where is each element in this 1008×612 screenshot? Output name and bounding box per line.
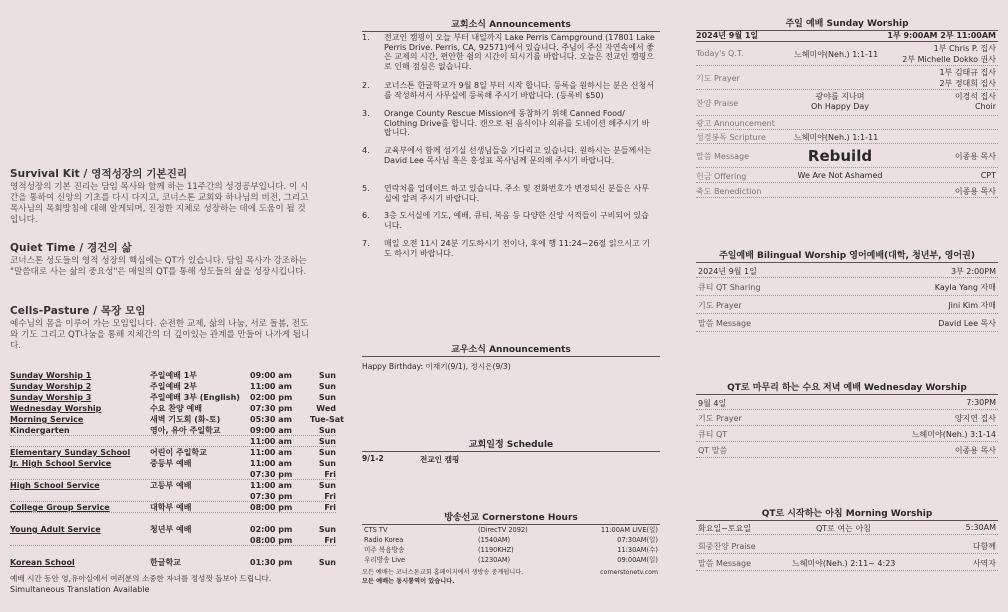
morning-section (696, 506, 998, 521)
worship-item: We Are Not Ashamed (797, 171, 883, 180)
service-name-korean: 주일예배 3부 (English) (150, 393, 240, 402)
service-name: Sunday Worship 2 (10, 382, 92, 391)
worship-leader: 1부 김태규 집사 (939, 68, 996, 77)
schedule-row (10, 371, 336, 381)
worship-item-2: Oh Happy Day (810, 102, 870, 111)
worship-leader: 1부 Chris P. 집사 (933, 44, 996, 53)
broadcast-station: CTS TV (364, 526, 388, 534)
worship-label: 큐티 QT Sharing (698, 283, 761, 292)
worship-row (696, 426, 998, 442)
worship-label: Today's Q.T. (696, 49, 744, 58)
intro-quiet-time (10, 240, 310, 278)
worship-leader: 사역자 (972, 559, 996, 568)
intro-cells-pasture (10, 303, 310, 352)
schedule-row (10, 404, 336, 414)
worship-label: 기도 Prayer (696, 74, 740, 83)
announcement-number: 5. (362, 184, 370, 193)
schedule-event: 전교인 캠핑 (420, 455, 460, 464)
morning-subtitle: QT로 여는 아침 (816, 524, 871, 533)
service-name: Wednesday Worship (10, 404, 102, 413)
worship-leader-2: 2부 Michelle Dokko 권사 (902, 55, 996, 64)
column-right (696, 0, 998, 612)
service-name: High School Service (10, 481, 100, 490)
service-name-korean: 청년부 예배 (150, 525, 192, 534)
service-name-korean: 중등부 예배 (150, 459, 192, 468)
worship-leader: 양지연 집사 (954, 414, 996, 423)
sunday-worship-title: 주일 예배 Sunday Worship (696, 16, 998, 31)
worship-item: 느헤미야(Neh.) 1:1-11 (794, 50, 879, 59)
service-name-korean: 고등부 예배 (150, 481, 192, 490)
announcements-title: 교회소식 Announcements (362, 17, 660, 32)
service-name: Korean School (10, 558, 75, 567)
schedule-row (10, 503, 336, 513)
service-day: Sun (318, 459, 336, 468)
service-day: Sun (318, 426, 336, 435)
announcement-number: 6. (362, 211, 370, 220)
service-day: Tue-Sat (310, 415, 345, 424)
worship-item: 느헤미야(Neh.) 1:1-11 (794, 133, 879, 142)
broadcast-site: cornerstonetv.com (600, 569, 658, 576)
worship-leader: 이종용 목사 (954, 152, 996, 161)
worship-row (696, 66, 998, 90)
schedule-row (10, 525, 336, 535)
service-day: Sun (318, 382, 336, 391)
schedule-row (10, 437, 336, 447)
worship-row (696, 442, 998, 458)
service-day: Sun (318, 371, 336, 380)
announcement-text: 매일 오전 11시 24분 기도하시기 전이나, 후에 행 11:24~26절 읽으시고 기도 하시기 바랍니다. (384, 239, 651, 258)
announcement-text: 교육부에서 함께 섬기실 선생님들을 기다리고 있습니다. 원하시는 분들께서는 David Lee 목사님 혹은 홍성표 목사님께 문의해 주시기 바랍니다. (384, 146, 652, 165)
worship-label: 말씀 Message (698, 319, 752, 328)
worship-row (696, 314, 998, 332)
worship-row (696, 554, 998, 571)
service-day: Sun (318, 525, 336, 534)
intro-body: 코너스톤 성도들의 영적 성장의 핵심에는 QT가 있습니다. 담임 목사가 강조하는 "말씀대로 사는 삶의 중요성"은 매일의 QT를 통해 성도들의 삶을 성장시킵니다. (10, 256, 307, 277)
service-name-korean: 한글학교 (150, 558, 181, 567)
intro-heading: Quiet Time / 경건의 삶 (10, 242, 132, 254)
broadcast-notes (362, 568, 660, 586)
broadcast-channel: (1230AM) (478, 556, 511, 564)
worship-label: 기도 Prayer (698, 301, 742, 310)
worship-label: 성경봉독 Scripture (696, 133, 766, 142)
service-name: Sunday Worship 1 (10, 371, 92, 380)
worship-label: 광고 Announcement (696, 119, 775, 128)
announcement-text: Orange County Rescue Mission에 동참하기 위해 Canned Food/ Clothing Drive를 합니다. 캔으로 된 음식이나 의류를 도네이션 해주시기 바랍니다. (384, 109, 650, 138)
worship-row (696, 42, 998, 66)
service-day: Sun (318, 393, 336, 402)
service-day: Sun (318, 437, 336, 446)
service-name: College Group Service (10, 503, 110, 512)
broadcast-time: 07:30AM(일) (617, 536, 658, 544)
morning-time: 5:30AM (965, 523, 996, 532)
bilingual-section (696, 248, 998, 263)
service-name: Young Adult Service (10, 525, 101, 534)
worship-label: 기도 Prayer (698, 414, 742, 423)
wednesday-date: 9월 4일 (698, 399, 727, 408)
service-day: Fri (324, 536, 336, 545)
worship-item: 느헤미야(Neh.) 2:11~ 4:23 (792, 559, 896, 568)
service-day: Fri (324, 492, 336, 501)
schedule-row (10, 536, 336, 546)
service-name-korean: 어린이 주일학교 (150, 448, 207, 457)
service-time: 07:30 pm (250, 404, 293, 413)
wednesday-time: 7:30PM (966, 398, 996, 407)
service-time: 08:00 pm (250, 536, 293, 545)
service-time: 05:30 am (250, 415, 292, 424)
service-time: 11:00 am (250, 382, 292, 391)
announcement-text: 전교인 캠핑이 오늘 부터 내일까지 Lake Perris Campground (17801 Lake Perris Drive. Perris, CA, 92571)에서 있습니다. 주님이 주신 자연속에서 좋은 교제의 시간, 편안한 쉼의 시간이 되시기를 바랍니다. 오늘은 전교인 캠핑으로 인해 점심은 없습니다. (384, 33, 655, 71)
broadcast-note-bold: 모든 예배는 동시통역이 있습니다. (362, 578, 455, 585)
broadcast-title: 방송선교 Cornerstone Hours (362, 510, 660, 525)
service-name-korean: 수요 찬양 예배 (150, 404, 202, 413)
worship-row (696, 278, 998, 296)
worship-leader: 이종용 목사 (954, 446, 996, 455)
broadcast-station: Radio Korea (364, 536, 404, 544)
worship-leader: 이종용 목사 (954, 187, 996, 196)
service-day: Wed (316, 404, 336, 413)
service-name-korean: 대학부 예배 (150, 503, 192, 512)
service-time: 11:00 am (250, 448, 292, 457)
bilingual-date: 2024년 9월 1일 (698, 267, 757, 276)
service-day: Sun (318, 558, 336, 567)
broadcast-row (362, 525, 660, 535)
morning-days: 화요일~토요일 (698, 524, 752, 533)
service-time: 11:00 am (250, 459, 292, 468)
worship-label: 찬양 Praise (696, 99, 739, 108)
service-name: Morning Service (10, 415, 84, 424)
broadcast-section (362, 510, 660, 525)
sunday-order (696, 42, 998, 218)
worship-leader: David Lee 목사 (938, 319, 996, 328)
nursery-note: 예배 시간 동안 영,유아실에서 여러분의 소중한 자녀를 정성껏 돌보아 드립니다. (10, 574, 272, 583)
service-day: Fri (324, 470, 336, 479)
worship-leader: Jini Kim 자매 (948, 301, 996, 310)
service-day: Fri (324, 503, 336, 512)
worship-label: 축도 Benediction (696, 187, 762, 196)
church-schedule-title: 교회일정 Schedule (362, 437, 660, 452)
service-name-korean: 주일예배 2부 (150, 382, 197, 391)
worship-row (696, 410, 998, 426)
morning-date-row (696, 521, 998, 535)
bilingual-title: 주일예배 Bilingual Worship 영어예배(대학, 청년부, 영어권) (696, 248, 998, 263)
intro-body: 예수님의 몸을 이루어 가는 모임입니다. 순전한 교제, 삶의 나눔, 서로 돌봄, 전도와 기도 그리고 QT나눔을 통해 지체간의 더 깊이있는 관계를 만들어 나가게 됩니다. (10, 319, 310, 351)
bilingual-order (696, 278, 998, 338)
worship-label: 말씀 Message (696, 152, 750, 161)
sunday-date: 2024년 9월 1일 (696, 31, 759, 40)
worship-leader: 다함께 (972, 542, 996, 551)
member-news-section (362, 342, 660, 372)
schedule-row (10, 426, 336, 436)
intro-body: 영적성장의 기본 진리는 담임 목사와 함께 하는 11주간의 성경공부입니다. 이 시간을 통하여 신앙의 기초를 다시 다지고, 코너스톤 교회와 하나님의 비전, 그리고 목사님의 목회방침에 대해 알게되며, 진정한 지체로 성장하는 데에 도움이 될 것입니다. (10, 182, 309, 225)
worship-row (696, 116, 998, 130)
worship-leader: 이경석 집사 (954, 92, 996, 101)
service-time: 07:30 pm (250, 470, 293, 479)
schedule-row (10, 393, 336, 403)
broadcast-note: 모든 예배는 코너스톤교회 홈페이지에서 생방송 중계됩니다. (362, 569, 524, 576)
service-time: 11:00 am (250, 481, 292, 490)
announcement-number: 1. (362, 33, 370, 42)
church-schedule-section (362, 437, 660, 466)
wednesday-order (696, 410, 998, 462)
worship-label: 말씀 Message (698, 559, 752, 568)
broadcast-row (362, 535, 660, 545)
member-news-title: 교우소식 Announcements (362, 342, 660, 357)
schedule-row (10, 415, 345, 425)
schedule-row (10, 492, 336, 502)
service-day: Sun (318, 448, 336, 457)
column-middle (362, 0, 660, 612)
broadcast-time: 11:00AM LIVE(일) (600, 526, 658, 534)
worship-item: 광야를 지나며 (815, 92, 865, 101)
broadcast-channel: (DirecTV 2092) (478, 526, 528, 534)
schedule-row (10, 481, 336, 491)
schedule-date: 9/1-2 (362, 454, 384, 463)
schedule-row (10, 382, 336, 392)
service-name: Jr. High School Service (10, 459, 112, 468)
worship-row (696, 144, 998, 168)
announcement-number: 2. (362, 81, 370, 90)
service-name: Sunday Worship 3 (10, 393, 92, 402)
sunday-services: 1부 9:00AM 2부 11:00AM (887, 31, 996, 40)
morning-order (696, 537, 998, 573)
announcement-text: 코너스톤 한글학교가 9월 8일 부터 시작 합니다. 등록을 원하시는 분은 신청서를 작성하셔서 사무실에 등록해 주시기 바랍니다. (등록비 $50) (384, 81, 654, 100)
broadcast-time: 11:30AM(수) (617, 546, 658, 554)
broadcast-station: 미주 복음방송 (364, 546, 405, 554)
member-news-text: Happy Birthday: 이재기(9/1), 정시은(9/3) (362, 362, 511, 371)
broadcast-row (362, 555, 660, 565)
announcement-text: 3층 도서실에 기도, 예배, 큐티, 복음 등 다양한 신앙 서적들이 구비되어 있습니다. (384, 211, 649, 230)
sermon-title: Rebuild (807, 147, 873, 165)
announcements-list (362, 33, 660, 273)
column-left (10, 0, 345, 612)
worship-leader-2: Choir (974, 102, 996, 111)
intro-heading: Survival Kit / 영적성장의 기본진리 (10, 168, 188, 180)
service-name-korean: 주일예배 1부 (150, 371, 197, 380)
schedule-row (10, 558, 336, 568)
service-time: 09:00 am (250, 426, 292, 435)
sunday-worship-section (696, 16, 998, 31)
morning-title: QT로 시작하는 아침 Morning Worship (696, 506, 998, 521)
wednesday-title: QT로 마무리 하는 수요 저녁 예배 Wednesday Worship (696, 380, 998, 395)
announcement-text: 연락처를 업데이트 하고 있습니다. 주소 및 전화번호가 변경되신 분들은 사무실에 알려 주시기 바랍니다. (384, 184, 649, 203)
worship-leader: 느헤미야(Neh.) 3:1-14 (911, 430, 996, 439)
announcements-section (362, 17, 660, 32)
schedule-row (10, 459, 336, 469)
worship-label: QT 말씀 (698, 446, 728, 455)
intro-survival-kit (10, 166, 310, 226)
schedule-row (10, 470, 336, 480)
bilingual-date-row (696, 264, 998, 278)
worship-leader: CPT (980, 171, 996, 180)
schedule-notes (10, 573, 340, 595)
announcement-number: 7. (362, 239, 370, 248)
announcement-number: 3. (362, 109, 370, 118)
service-schedule (10, 371, 345, 581)
worship-row (696, 130, 998, 144)
service-name: Kindergarten (10, 426, 70, 435)
worship-row (696, 537, 998, 554)
broadcast-channel: (1190KHZ) (478, 546, 514, 554)
intro-heading: Cells-Pasture / 목장 모임 (10, 305, 146, 317)
service-name-korean: 영아, 유아 주일학교 (150, 426, 221, 435)
broadcast-station: 우리방송 Live (364, 556, 406, 564)
broadcast-table (362, 525, 660, 569)
service-day: Sun (318, 481, 336, 490)
worship-row (696, 168, 998, 183)
sunday-date-row (696, 30, 998, 42)
worship-leader-2: 2부 정대희 집사 (939, 79, 996, 88)
announcement-number: 4. (362, 146, 370, 155)
service-time: 01:30 pm (250, 558, 293, 567)
worship-label: 헌금 Offering (696, 172, 747, 181)
broadcast-row (362, 545, 660, 555)
service-time: 02:00 pm (250, 525, 293, 534)
service-time: 11:00 am (250, 437, 292, 446)
schedule-row (10, 448, 336, 458)
bilingual-time: 3부 2:00PM (950, 267, 996, 276)
worship-label: 회중찬양 Praise (698, 542, 756, 551)
wednesday-date-row (696, 396, 998, 410)
translation-note: Simultaneous Translation Available (10, 585, 150, 594)
broadcast-time: 09:00AM(일) (617, 556, 658, 564)
worship-row (696, 296, 998, 314)
service-time: 07:30 pm (250, 492, 293, 501)
service-time: 08:00 pm (250, 503, 293, 512)
worship-label: 큐티 QT (698, 430, 728, 439)
worship-row (696, 90, 998, 116)
service-name-korean: 새벽 기도회 (화-토) (150, 415, 221, 424)
service-name: Elementary Sunday School (10, 448, 131, 457)
service-time: 02:00 pm (250, 393, 293, 402)
worship-row (696, 183, 998, 198)
service-time: 09:00 am (250, 371, 292, 380)
wednesday-section (696, 380, 998, 395)
worship-leader: Kayla Yang 자매 (934, 283, 996, 292)
broadcast-channel: (1540AM) (478, 536, 511, 544)
